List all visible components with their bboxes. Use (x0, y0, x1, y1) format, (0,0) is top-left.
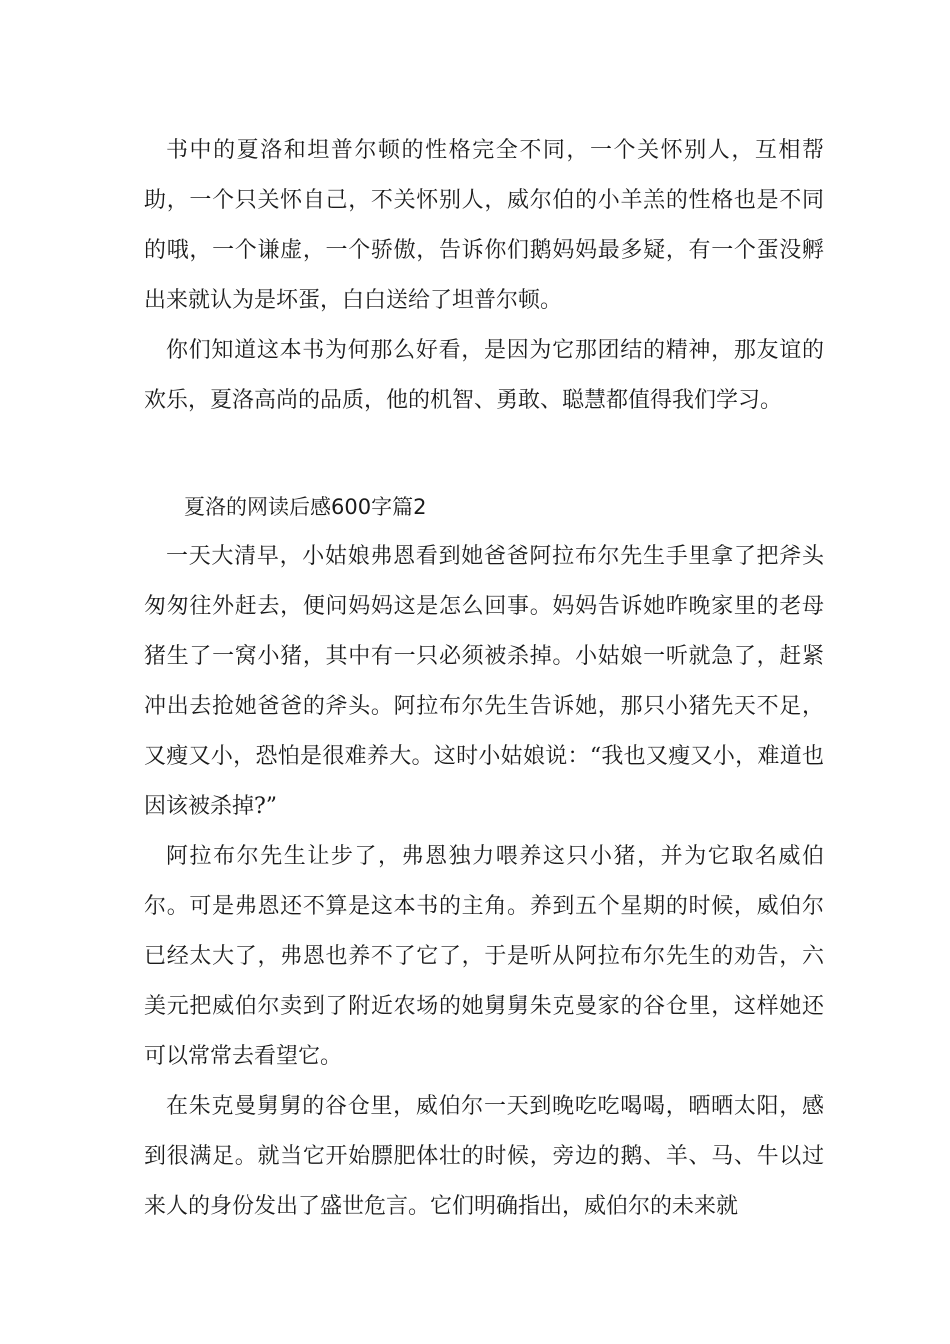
paragraph-4: 阿拉布尔先生让步了，弗恩独力喂养这只小猪，并为它取名威伯尔。可是弗恩还不算是这本书的主角。养到五个星期的时候，威伯尔已经太大了，弗恩也养不了它了，于是听从阿拉布尔先生的劝告，六美元把威伯尔卖到了附近农场的她舅舅朱克曼家的谷仓里，这样她还可以常常去看望它。 (144, 844, 824, 1069)
paragraph-5: 在朱克曼舅舅的谷仓里，威伯尔一天到晚吃吃喝喝，晒晒太阳，感到很满足。就当它开始膘肥体壮的时候，旁边的鹅、羊、马、牛以过来人的身份发出了盛世危言。它们明确指出，威伯尔的未来就 (144, 1094, 824, 1219)
document-body (144, 126, 824, 1232)
paragraph-3: 一天大清早，小姑娘弗恩看到她爸爸阿拉布尔先生手里拿了把斧头匆匆往外赶去，便问妈妈这是怎么回事。妈妈告诉她昨晚家里的老母猪生了一窝小猪，其中有一只必须被杀掉。小姑娘一听就急了，赶紧冲出去抢她爸爸的斧头。阿拉布尔先生告诉她，那只小猪先天不足，又瘦又小，恐怕是很难养大。这时小姑娘说：“我也又瘦又小，难道也因该被杀掉?” (144, 544, 824, 819)
paragraph-2: 你们知道这本书为何那么好看，是因为它那团结的精神，那友谊的欢乐，夏洛高尚的品质，他的机智、勇敢、聪慧都值得我们学习。 (144, 338, 824, 413)
section-heading: 夏洛的网读后感600字篇2 (184, 495, 427, 519)
paragraph-1: 书中的夏洛和坦普尔顿的性格完全不同，一个关怀别人，互相帮助，一个只关怀自己，不关怀别人，威尔伯的小羊羔的性格也是不同的哦，一个谦虚，一个骄傲，告诉你们鹅妈妈最多疑，有一个蛋没孵出来就认为是坏蛋，白白送给了坦普尔顿。 (144, 138, 824, 313)
